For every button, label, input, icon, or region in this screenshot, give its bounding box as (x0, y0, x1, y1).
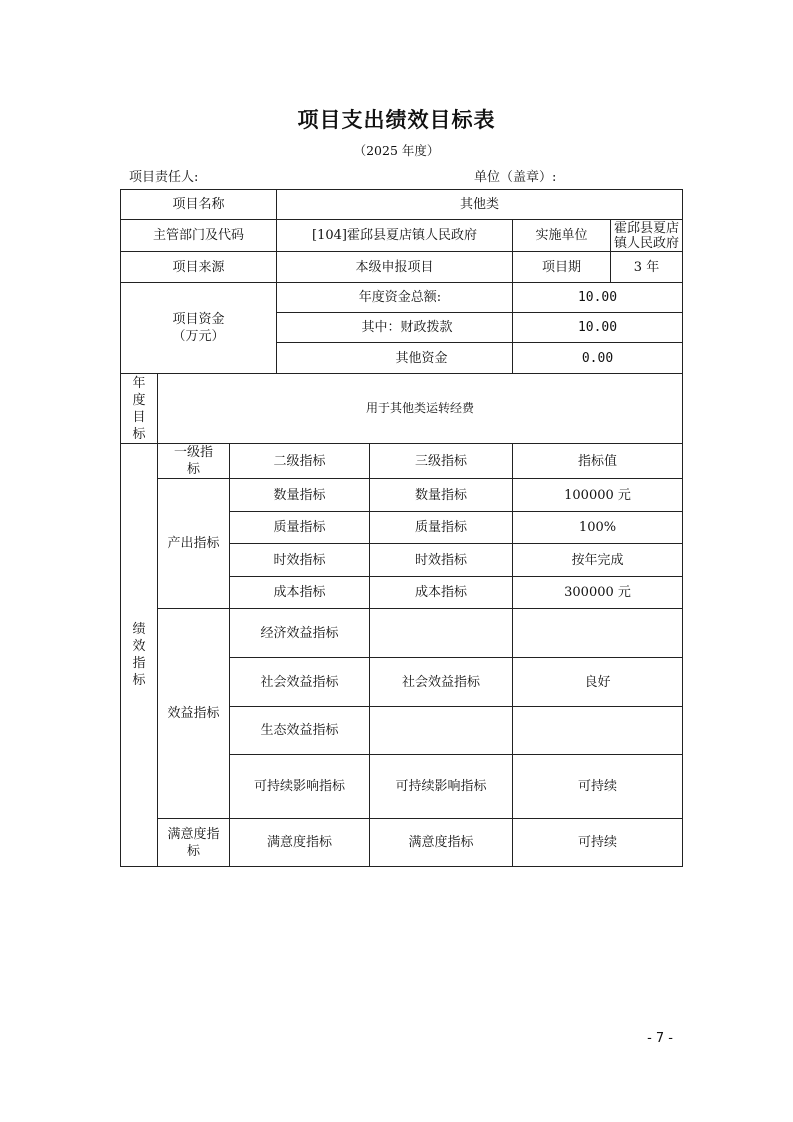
performance-label-char: 绩 (132, 622, 146, 637)
level2-cell: 满意度指标 (230, 819, 370, 867)
table-row (121, 819, 683, 867)
level3-cell: 时效指标 (370, 544, 513, 577)
project-name-label: 项目名称 (121, 190, 277, 220)
row-funds-total (121, 283, 683, 313)
level2-cell: 成本指标 (230, 577, 370, 609)
source-label: 项目来源 (121, 252, 277, 283)
funds-total-value: 10.00 (513, 283, 683, 313)
level3-cell (370, 609, 513, 658)
funds-other-value: 0.00 (513, 343, 683, 374)
row-source (121, 252, 683, 283)
level3-cell: 社会效益指标 (370, 658, 513, 707)
project-name-value: 其他类 (277, 190, 683, 220)
row-project-name (121, 190, 683, 220)
funds-fiscal-label: 其中：财政拨款 (277, 313, 513, 343)
performance-side-label (121, 444, 158, 867)
unit-seal-label: 单位（盖章）: (474, 170, 557, 185)
level2-cell: 生态效益指标 (230, 707, 370, 755)
funds-other-label: 其他资金 (277, 343, 513, 374)
goal-label-char: 度 (132, 392, 146, 408)
value-cell: 300000 元 (513, 577, 683, 609)
goal-text: 用于其他类运转经费 (158, 374, 683, 444)
satisfaction-indicator-label: 满意度指标 (158, 819, 230, 867)
value-cell (513, 609, 683, 658)
dept-value: [104]霍邱县夏店镇人民政府 (277, 220, 513, 252)
benefit-indicator-label: 效益指标 (158, 609, 230, 819)
table-row (121, 479, 683, 512)
level2-cell: 经济效益指标 (230, 609, 370, 658)
impl-unit-label: 实施单位 (513, 220, 611, 252)
header-value: 指标值 (513, 444, 683, 479)
level3-cell: 满意度指标 (370, 819, 513, 867)
row-department (121, 220, 683, 252)
value-cell: 可持续 (513, 819, 683, 867)
value-cell: 100000 元 (513, 479, 683, 512)
year-subtitle: （2025 年度） (353, 143, 440, 158)
period-value: 3 年 (611, 252, 683, 283)
performance-label-char: 标 (132, 673, 146, 688)
level2-cell: 可持续影响指标 (230, 755, 370, 819)
performance-label-char: 效 (132, 639, 146, 654)
funds-fiscal-value: 10.00 (513, 313, 683, 343)
level3-cell: 质量指标 (370, 512, 513, 544)
goal-label-char: 标 (132, 426, 146, 442)
row-annual-goal (121, 374, 683, 444)
goal-label (121, 374, 158, 444)
dept-label: 主管部门及代码 (121, 220, 277, 252)
table-row (121, 609, 683, 658)
header-level1: 一级指标 (158, 444, 230, 479)
level3-cell (370, 707, 513, 755)
funds-total-label: 年度资金总额: (277, 283, 513, 313)
goal-label-char: 目 (132, 409, 146, 425)
value-cell (513, 707, 683, 755)
header-level2: 二级指标 (230, 444, 370, 479)
value-cell: 可持续 (513, 755, 683, 819)
level2-cell: 质量指标 (230, 512, 370, 544)
level2-cell: 社会效益指标 (230, 658, 370, 707)
period-label: 项目期 (513, 252, 611, 283)
performance-target-table (120, 189, 683, 867)
page-number: - 7 - (647, 1031, 673, 1046)
level3-cell: 数量指标 (370, 479, 513, 512)
funds-label (121, 283, 277, 374)
impl-unit-value: 霍邱县夏店镇人民政府 (611, 220, 683, 252)
header-level3: 三级指标 (370, 444, 513, 479)
page-title: 项目支出绩效目标表 (297, 108, 496, 132)
value-cell: 100% (513, 512, 683, 544)
goal-label-char: 年 (132, 375, 146, 391)
level2-cell: 时效指标 (230, 544, 370, 577)
level3-cell: 可持续影响指标 (370, 755, 513, 819)
performance-label-char: 指 (132, 656, 146, 671)
source-value: 本级申报项目 (277, 252, 513, 283)
value-cell: 按年完成 (513, 544, 683, 577)
level3-cell: 成本指标 (370, 577, 513, 609)
value-cell: 良好 (513, 658, 683, 707)
funds-label-line1: 项目资金 (172, 312, 225, 327)
row-indicator-header (121, 444, 683, 479)
level2-cell: 数量指标 (230, 479, 370, 512)
responsible-person-label: 项目责任人: (129, 170, 199, 185)
funds-label-line2: （万元） (172, 329, 225, 344)
output-indicator-label: 产出指标 (158, 479, 230, 609)
